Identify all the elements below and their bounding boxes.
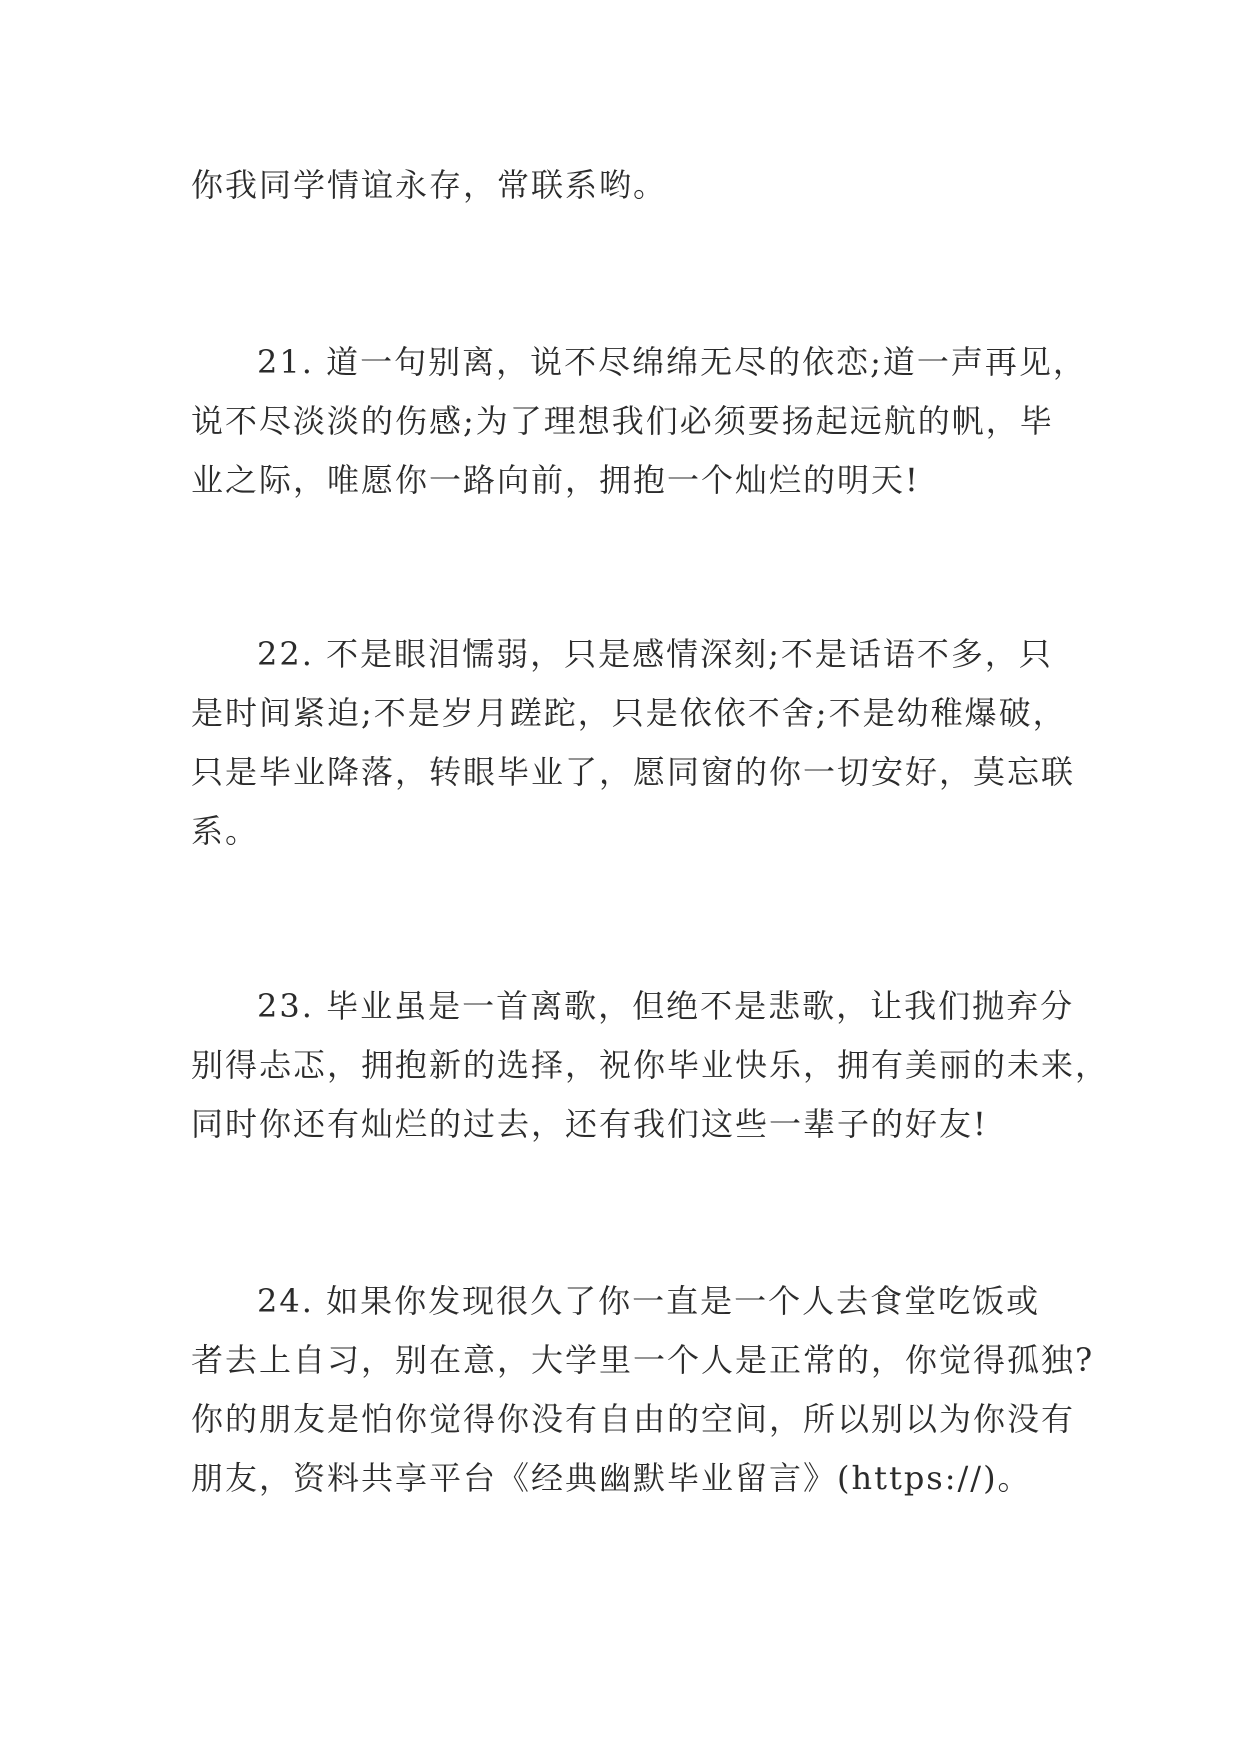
paragraph-22 [191,625,1151,861]
paragraph-line: 你我同学情谊永存，常联系哟。 [191,166,668,204]
paragraph-continuation [191,156,1151,215]
paragraph-line: 系。 [191,812,260,850]
paragraph-23 [191,977,1151,1154]
paragraph-line: 只是毕业降落，转眼毕业了，愿同窗的你一切安好，莫忘联 [191,753,1076,791]
paragraph-line: 业之际，唯愿你一路向前，拥抱一个灿烂的明天! [191,461,920,499]
paragraph-line: 同时你还有灿烂的过去，还有我们这些一辈子的好友! [191,1105,988,1143]
paragraph-line: 是时间紧迫;不是岁月蹉跎，只是依依不舍;不是幼稚爆破， [191,694,1067,732]
paragraph-line: 朋友，资料共享平台《经典幽默毕业留言》(https://)。 [191,1459,1032,1497]
paragraph-line: 别得忐忑，拥抱新的选择，祝你毕业快乐，拥有美丽的未来， [191,1046,1110,1084]
paragraph-24 [191,1272,1151,1508]
paragraph-line: 说不尽淡淡的伤感;为了理想我们必须要扬起远航的帆，毕 [191,402,1054,440]
paragraph-line: 21. 道一句别离，说不尽绵绵无尽的依恋;道一声再见， [257,343,1087,381]
paragraph-21 [191,333,1151,510]
paragraph-line: 22. 不是眼泪懦弱，只是感情深刻;不是话语不多，只 [257,635,1053,673]
paragraph-line: 者去上自习，别在意，大学里一个人是正常的，你觉得孤独? [191,1341,1095,1379]
paragraph-line: 你的朋友是怕你觉得你没有自由的空间，所以别以为你没有 [191,1400,1076,1438]
paragraph-line: 23. 毕业虽是一首离歌，但绝不是悲歌，让我们抛弃分 [257,987,1075,1025]
paragraph-line: 24. 如果你发现很久了你一直是一个人去食堂吃饭或 [257,1282,1041,1320]
